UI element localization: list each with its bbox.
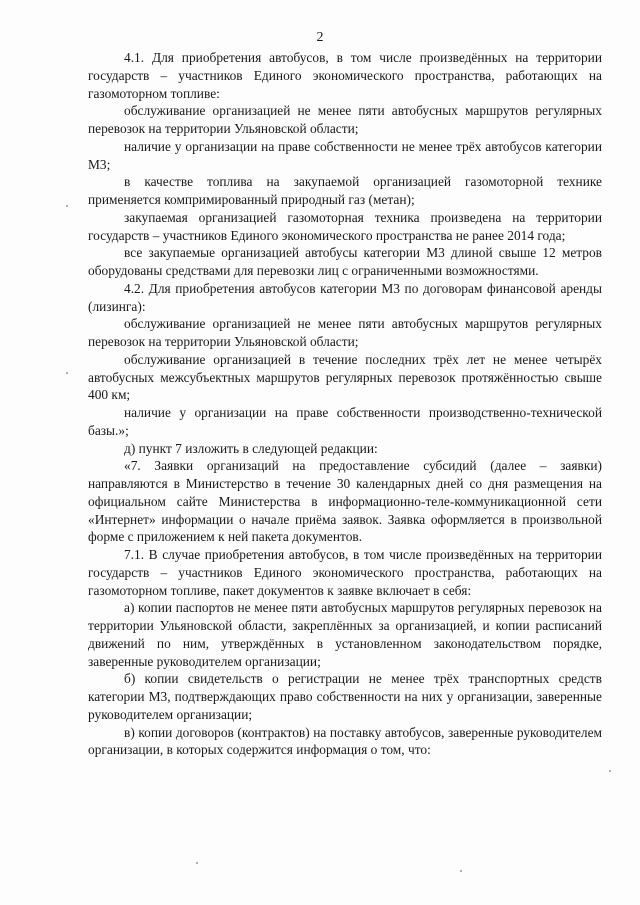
document-body xyxy=(88,49,602,759)
paragraph-condition-origin: закупаемая организацией газомоторная техника произведена на территории государств – участников Единого экономического пространства не ранее 2014 года; xyxy=(88,209,602,243)
scan-speck xyxy=(460,870,462,872)
paragraph-4-2-intro: 4.2. Для приобретения автобусов категории М3 по договорам финансовой аренды (лизинга): xyxy=(88,280,602,314)
scan-speck xyxy=(609,770,611,772)
paragraph-item-b: б) копии свидетельств о регистрации не менее трёх транспортных средств категории М3, подтверждающих право собственности на них у организации, заверенные руководителем организации; xyxy=(88,671,602,722)
paragraph-7: «7. Заявки организаций на предоставление субсидий (далее – заявки) направляются в Министерство в течение 30 календарных дней со дня размещения на официальном сайте Министерства в информационно-теле-коммуникационной сети «Интернет» информации о начале приёма заявок. Заявка оформляется в произвольной форме с приложением к ней пакета документов. xyxy=(88,458,602,545)
paragraph-item-a: а) копии паспортов не менее пяти автобусных маршрутов регулярных перевозок на территории Ульяновской области, закреплённых за организацией, и копии расписаний движений по ним, утверждённых в установленном законодательством порядке, заверенные руководителем организации; xyxy=(88,600,602,669)
paragraph-leasing-routes: обслуживание организацией не менее пяти автобусных маршрутов регулярных перевозок на территории Ульяновской области; xyxy=(88,316,602,349)
paragraph-condition-accessibility: все закупаемые организацией автобусы категории М3 длиной свыше 12 метров оборудованы средствами для перевозки лиц с ограниченными возможностями. xyxy=(88,245,602,278)
scan-speck xyxy=(66,372,68,374)
paragraph-condition-ownership: наличие у организации на праве собственности не менее трёх автобусов категории М3; xyxy=(88,138,602,172)
paragraph-condition-fuel: в качестве топлива на закупаемой организацией газомоторной технике применяется компримированный природный газ (метан); xyxy=(88,174,602,207)
paragraph-4-1-intro: 4.1. Для приобретения автобусов, в том числе произведённых на территории государств – участников Единого экономического пространства, работающих на газомоторном топливе: xyxy=(88,50,602,101)
paragraph-7-1: 7.1. В случае приобретения автобусов, в том числе произведённых на территории государств – участников Единого экономического пространства, работающих на газомоторном топливе, пакет документов к заявке включает в себя: xyxy=(88,547,602,598)
paragraph-leasing-base: наличие у организации на праве собственности производственно-технической базы.»; xyxy=(88,405,602,438)
scan-speck xyxy=(196,862,198,864)
paragraph-condition-routes: обслуживание организацией не менее пяти автобусных маршрутов регулярных перевозок на территории Ульяновской области; xyxy=(88,103,602,136)
page-number: 2 xyxy=(316,30,324,45)
paragraph-leasing-intercity: обслуживание организацией в течение последних трёх лет не менее четырёх автобусных межсубъектных маршрутов регулярных перевозок протяжённостью свыше 400 км; xyxy=(88,351,602,403)
scan-speck xyxy=(66,205,68,207)
paragraph-item-v: в) копии договоров (контрактов) на поставку автобусов, заверенные руководителем организации, в которых содержится информация о том, что: xyxy=(88,724,602,758)
paragraph-item-d: д) пункт 7 изложить в следующей редакции: xyxy=(124,440,378,456)
